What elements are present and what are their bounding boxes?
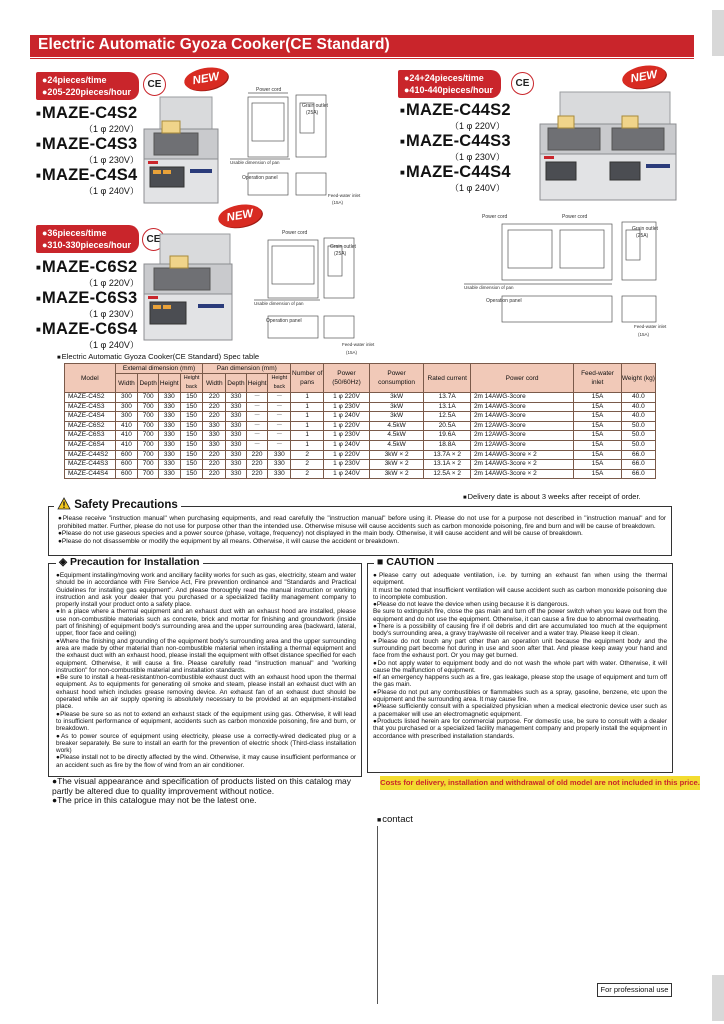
table-row	[65, 421, 656, 431]
table-cell: MAZE-C44S3	[65, 460, 116, 470]
table-cell: 12.5A	[424, 412, 470, 422]
table-cell: 13.7A	[424, 393, 470, 403]
table-cell: 600	[115, 460, 138, 470]
table-cell: 40.0	[621, 412, 655, 422]
table-cell: 220	[203, 469, 226, 479]
safety-item: ●Please receive "instruction manual" when purchasing equipments, and read carefully the "instruction manual" before using it. Please do not use for a purpose not described in "instruction manual" and for prohibited matter. Further, please do not use for purpose other than the intended use. Otherwise misuse will cause accidents such as carbon monoxide poisoning, fire and burn and will be cause of breakdown.	[58, 515, 666, 530]
cooker-photo	[138, 95, 224, 207]
installation-title: ◈ Precaution for Installation	[56, 556, 203, 568]
table-cell: 15A	[574, 460, 622, 470]
table-cell: 4.5kW	[369, 440, 424, 450]
table-cell: 330	[226, 402, 247, 412]
table-cell: 1 φ 240V	[324, 440, 369, 450]
drawing-label: Usable dimension of pan	[230, 160, 280, 165]
model-voltage: （1 φ 220V）	[84, 124, 139, 134]
table-cell: 1 φ 230V	[324, 460, 369, 470]
caution-item: ●There is a possibility of causing fire if oil debris and dirt are accumulated too much at the equipment body's surrounding area, a gravy tray/waste oil receiver and a water tray. Please keep it clean.	[373, 623, 667, 638]
drawing-label: Power cord	[282, 230, 308, 236]
table-cell: 1 φ 240V	[324, 412, 369, 422]
model-name: ■MAZE-C4S3	[36, 135, 138, 153]
table-cell: 1 φ 220V	[324, 421, 369, 431]
table-cell: 600	[115, 469, 138, 479]
table-cell: 300	[115, 402, 138, 412]
table-cell: 15A	[574, 402, 622, 412]
table-cell: 2m 12AWG-3core	[470, 440, 573, 450]
table-cell: MAZE-C4S4	[65, 412, 116, 422]
warning-icon	[57, 497, 71, 510]
table-cell: 220	[246, 469, 268, 479]
table-cell: MAZE-C6S2	[65, 421, 116, 431]
ce-mark: CE	[142, 228, 165, 251]
table-cell: 40.0	[621, 393, 655, 403]
table-cell: MAZE-C6S4	[65, 440, 116, 450]
table-cell: 66.0	[621, 460, 655, 470]
installation-item: ●As to power source of equipment using electricity, please use a correctly-wired dedicated plug or a breaker separately. Be sure to install an earth for the prevention of electric shock (Third-class installation work)	[56, 732, 356, 755]
table-cell: 330	[268, 450, 291, 460]
table-cell: 150	[180, 450, 203, 460]
table-cell: －	[268, 421, 291, 431]
table-cell: 15A	[574, 421, 622, 431]
table-cell: 2	[291, 450, 324, 460]
table-cell: 300	[115, 393, 138, 403]
table-cell: 15A	[574, 440, 622, 450]
installation-item: ●Please be sure so as not to extend an exhaust stack of the equipment using gas. Otherwise, it will lead to insufficient performance of equipment, accidents such as carbon monoxide poisoning, fire and burn, or breakdown.	[56, 710, 356, 733]
table-cell: －	[246, 412, 268, 422]
installation-item: ●Equipment installing/moving work and ancillary facility works for such as gas, electricity, steam and water should be in accordance with Fire Service Act, Fire prevention ordinance and "Standards and Practical Guidelines for installing gas equipment". And please thoroughly read the manual instruction or working instruction and ask your dealer that you purchased or a specialized facility management company to properly install your product onto a safety place.	[56, 572, 356, 609]
table-row	[65, 469, 656, 479]
sub-header: Height	[158, 374, 180, 393]
catalog-note: ●The price in this catalogue may not be the latest one.	[52, 795, 257, 806]
table-cell: 2m 14AWG-3core × 2	[470, 469, 573, 479]
safety-title: Safety Precautions	[54, 497, 181, 511]
table-cell: 150	[180, 393, 203, 403]
table-cell: 220	[246, 450, 268, 460]
table-cell: 66.0	[621, 469, 655, 479]
drawing-label: Operation panel	[266, 318, 302, 324]
table-cell: 50.0	[621, 431, 655, 441]
table-cell: 2m 12AWG-3core	[470, 421, 573, 431]
table-cell: 330	[158, 412, 180, 422]
ce-mark: CE	[511, 72, 534, 95]
capacity-badge: ●36pieces/time ●310-330pieces/hour	[36, 225, 139, 253]
table-cell: －	[268, 412, 291, 422]
table-cell: 15A	[574, 412, 622, 422]
safety-text	[58, 515, 666, 545]
table-cell: 19.6A	[424, 431, 470, 441]
table-cell: 330	[226, 460, 247, 470]
table-cell: 1 φ 220V	[324, 393, 369, 403]
drawing-label: (25A)	[334, 251, 347, 257]
new-badge: NEW	[620, 62, 667, 91]
drawing-label: Power cord	[482, 214, 508, 220]
drawing-label: Feed-water inlet	[342, 342, 375, 347]
safety-item: ●Please do not disassemble or modify the equipment by all means. Otherwise, it will cause the accident or breakdown.	[58, 537, 400, 545]
table-cell: 1	[291, 421, 324, 431]
table-cell: 12.5A × 2	[424, 469, 470, 479]
table-cell: 700	[138, 469, 159, 479]
table-cell: MAZE-C44S2	[65, 450, 116, 460]
sub-header: Height back	[180, 374, 203, 393]
table-cell: 150	[180, 402, 203, 412]
model-name: ■MAZE-C6S4	[36, 320, 138, 338]
table-cell: 700	[138, 440, 159, 450]
table-cell: 3kW × 2	[369, 450, 424, 460]
contact-divider	[377, 826, 378, 1004]
table-cell: －	[246, 431, 268, 441]
table-cell: 410	[115, 440, 138, 450]
table-cell: 150	[180, 421, 203, 431]
col-header: Power (50/60Hz)	[324, 364, 369, 393]
caution-item: ●If an emergency happens such as a fire, gas leakage, please stop the usage of equipment and turn off the gas main.	[373, 674, 667, 689]
installation-item: ●Please install not to be directly affected by the wind. Otherwise, it may cause insufficient performance or an accident such as fire by the flow of wind from an air conditioner.	[56, 754, 356, 769]
table-cell: 700	[138, 460, 159, 470]
table-cell: 15A	[574, 450, 622, 460]
table-cell: 220	[203, 450, 226, 460]
caution-item: It must be noted that insufficient ventilation will cause accident such as carbon monoxide poisoning due to incomplete combustion.	[373, 586, 667, 601]
spec-table-caption: ■Electric Automatic Gyoza Cooker(CE Standard) Spec table	[57, 352, 260, 361]
table-cell: －	[268, 402, 291, 412]
ce-mark: CE	[143, 73, 166, 96]
table-cell: 220	[203, 460, 226, 470]
installation-item: ●Where the finishing and grounding of the equipment body's surrounding area and the upper surrounding area are made by other material than non-combustible material when installing a thermal equipment and the exhaust duct with an exhaust hood, please install the equipment with offset distance specified for each equipment. Otherwise, it will cause a fire. Please carefully read "instruction manual" and "working instruction" for non-combustible material and installation standards.	[56, 637, 356, 674]
cooker-photo	[138, 232, 238, 344]
model-name: ■MAZE-C44S2	[400, 101, 511, 119]
table-cell: 410	[115, 421, 138, 431]
table-cell: 13.7A × 2	[424, 450, 470, 460]
table-cell: 600	[115, 450, 138, 460]
model-name: ■MAZE-C6S2	[36, 258, 138, 276]
caution-item: ●Please carry out adequate ventilation, i.e. by turning an exhaust fan when using the thermal equipment.	[373, 572, 667, 587]
caution-title: ■ CAUTION	[374, 556, 437, 568]
dimension-drawing	[228, 85, 361, 207]
table-cell: 50.0	[621, 421, 655, 431]
table-cell: 2m 14AWG-3core	[470, 393, 573, 403]
table-cell: 700	[138, 393, 159, 403]
table-cell: 300	[115, 412, 138, 422]
table-cell: 1	[291, 412, 324, 422]
model-name: ■MAZE-C4S4	[36, 166, 138, 184]
drawing-label: Operation panel	[486, 298, 522, 304]
table-cell: 1	[291, 402, 324, 412]
table-cell: 3kW	[369, 412, 424, 422]
model-voltage: （1 φ 240V）	[450, 183, 505, 193]
professional-use-label: For professional use	[597, 983, 672, 997]
sub-header: Height	[246, 374, 268, 393]
table-cell: 330	[226, 412, 247, 422]
col-header: Number of pans	[291, 364, 324, 393]
table-row	[65, 440, 656, 450]
side-tab	[712, 975, 724, 1021]
table-cell: 1 φ 230V	[324, 402, 369, 412]
table-cell: 2	[291, 469, 324, 479]
drawing-label: (25A)	[306, 110, 319, 116]
col-header: Power consumption	[369, 364, 424, 393]
table-cell: 330	[203, 421, 226, 431]
table-cell: 66.0	[621, 450, 655, 460]
spec-table	[64, 363, 656, 479]
table-cell: 150	[180, 440, 203, 450]
table-cell: －	[246, 421, 268, 431]
caution-item: ●Please do not put any combustibles or flammables such as a spray, gasoline, benzene, etc upon the equipment and the surrounding area. It may cause fire.	[373, 688, 667, 704]
table-cell: 2	[291, 460, 324, 470]
caution-item: ●Please do not touch any part other than an operation unit because the equipment body and the surrounding part become hot during in use and soon after that. And please keep away your hand and face from the exhaust port. Or you may get burned.	[373, 637, 667, 660]
table-cell: 330	[203, 440, 226, 450]
drawing-label: (15A)	[346, 350, 358, 355]
drawing-label: (15A)	[332, 200, 344, 205]
model-name: ■MAZE-C44S3	[400, 132, 511, 150]
model-voltage: （1 φ 220V）	[450, 121, 505, 131]
table-cell: 2m 12AWG-3core	[470, 431, 573, 441]
table-cell: 700	[138, 431, 159, 441]
model-voltage: （1 φ 230V）	[450, 152, 505, 162]
table-cell: 50.0	[621, 440, 655, 450]
drawing-label: Operation panel	[242, 175, 278, 181]
table-cell: 330	[268, 460, 291, 470]
cooker-photo	[534, 90, 684, 206]
table-cell: 3kW	[369, 393, 424, 403]
table-cell: 3kW × 2	[369, 469, 424, 479]
table-cell: MAZE-C4S2	[65, 393, 116, 403]
table-cell: 1 φ 230V	[324, 431, 369, 441]
table-cell: 1	[291, 440, 324, 450]
safety-item: ●Please do not use gaseous species and a power source (phase, voltage, frequency) not displayed in the main body. Otherwise, it will cause accident and will be cause of breakdown.	[58, 530, 583, 538]
dimension-drawing	[462, 210, 690, 342]
table-cell: 40.0	[621, 402, 655, 412]
table-row	[65, 460, 656, 470]
table-cell: 700	[138, 402, 159, 412]
drawing-label: Grain outlet	[330, 244, 356, 250]
table-cell: 330	[226, 440, 247, 450]
dimension-drawing	[252, 228, 376, 360]
caution-item: ●Products listed herein are for commercial purpose. For domestic use, be sure to consult with a dealer that you purchased or a specialized facility management company and properly install the equipment in accordance with prescribed installation standards.	[373, 717, 667, 740]
table-cell: 13.1A × 2	[424, 460, 470, 470]
table-cell: 700	[138, 421, 159, 431]
installation-item: ●Be sure to install a heat-resistant/non-combustible exhaust duct with an exhaust hood upon the thermal equipment. As to equipments for generating oil smoke and steam, please install an exhaust duct with an exhaust hood which includes grease removing device. An exhaust fan of an exhaust duct should be operated while an air supply opening is absolutely necessary to be provided at an equipment-installed place.	[56, 674, 356, 711]
table-cell: 18.8A	[424, 440, 470, 450]
table-cell: 1 φ 220V	[324, 450, 369, 460]
diamond-icon: ◈	[59, 556, 68, 568]
drawing-label: Feed-water inlet	[634, 324, 667, 329]
col-group-header: External dimension (mm)	[115, 364, 203, 374]
model-name: ■MAZE-C4S2	[36, 104, 138, 122]
table-cell: 3kW	[369, 402, 424, 412]
drawing-label: Power cord	[256, 87, 282, 93]
table-cell: 330	[158, 402, 180, 412]
table-cell: 330	[158, 393, 180, 403]
caution-icon: ■	[377, 556, 384, 568]
table-cell: 2m 14AWG-3core	[470, 402, 573, 412]
table-cell: 1	[291, 393, 324, 403]
model-name: ■MAZE-C44S4	[400, 163, 511, 181]
table-cell: 1	[291, 431, 324, 441]
sub-header: Depth	[138, 374, 159, 393]
new-badge: NEW	[216, 201, 263, 230]
table-cell: 220	[203, 393, 226, 403]
table-cell: 330	[203, 431, 226, 441]
drawing-label: Grain outlet	[302, 103, 328, 109]
table-cell: MAZE-C4S3	[65, 402, 116, 412]
sub-header: Width	[203, 374, 226, 393]
capacity-badge: ●24pieces/time ●205-220pieces/hour	[36, 72, 139, 100]
sub-header: Depth	[226, 374, 247, 393]
table-cell: 4.5kW	[369, 431, 424, 441]
table-cell: 150	[180, 469, 203, 479]
table-cell: 220	[203, 402, 226, 412]
table-cell: 2m 14AWG-3core	[470, 412, 573, 422]
caution-item: ●Please do not leave the device when using because it is dangerous.	[373, 601, 570, 609]
table-cell: 2m 14AWG-3core × 2	[470, 450, 573, 460]
sub-header: Width	[115, 374, 138, 393]
table-cell: 330	[158, 431, 180, 441]
table-cell: 20.5A	[424, 421, 470, 431]
table-cell: 220	[246, 460, 268, 470]
drawing-label: (15A)	[638, 332, 650, 337]
table-cell: 15A	[574, 469, 622, 479]
table-cell: －	[268, 440, 291, 450]
table-cell: MAZE-C6S3	[65, 431, 116, 441]
model-name: ■MAZE-C6S3	[36, 289, 138, 307]
table-cell: 330	[226, 450, 247, 460]
drawing-label: Power cord	[562, 214, 588, 220]
new-badge: NEW	[182, 64, 229, 93]
caution-item: ●Please sufficiently consult with a specialized physician when a medical electronic device user such as a pacemaker will use an electromagnetic equipment.	[373, 703, 667, 718]
catalog-notes	[52, 777, 352, 806]
table-cell: 15A	[574, 393, 622, 403]
table-cell: 3kW × 2	[369, 460, 424, 470]
table-cell: 330	[158, 440, 180, 450]
side-tab	[712, 10, 724, 56]
table-cell: 700	[138, 450, 159, 460]
installation-item: ●In a place where a thermal equipment and an exhaust duct with an exhaust hood are installed, please use non-combustible materials such as concrete, brick and mortar for finishing and groundwork (inside part of finishing) of equipment body's surrounding area and the upper surrounding area (backward, lateral, upper, floor face and ceiling)	[56, 608, 356, 638]
drawing-label: Usable dimension of pan	[464, 285, 514, 290]
table-cell: 330	[268, 469, 291, 479]
table-cell: 4.5kW	[369, 421, 424, 431]
col-header: Power cord	[470, 364, 573, 393]
caution-text	[373, 572, 667, 740]
col-header: Weight (kg)	[621, 364, 655, 393]
table-cell: －	[268, 431, 291, 441]
page-title: Electric Automatic Gyoza Cooker(CE Standard)	[38, 36, 390, 53]
table-cell: 330	[226, 421, 247, 431]
col-header: Model	[65, 364, 116, 393]
table-cell: 220	[203, 412, 226, 422]
table-row	[65, 412, 656, 422]
table-cell: －	[246, 402, 268, 412]
col-header: Rated current	[424, 364, 470, 393]
table-cell: 1 φ 240V	[324, 469, 369, 479]
table-cell: 150	[180, 412, 203, 422]
capacity-badge: ●24+24pieces/time ●410-440pieces/hour	[398, 70, 501, 98]
col-group-header: Pan dimension (mm)	[203, 364, 291, 374]
model-voltage: （1 φ 230V）	[84, 309, 139, 319]
table-row	[65, 393, 656, 403]
drawing-label: Grain outlet	[632, 226, 658, 232]
contact-label: ■contact	[377, 814, 413, 825]
table-cell: 330	[158, 469, 180, 479]
drawing-label: Usable dimension of pan	[254, 301, 304, 306]
costs-note: Costs for delivery, installation and withdrawal of old model are not included in this price.	[380, 776, 700, 790]
sub-header: Height back	[268, 374, 291, 393]
catalog-note: ●The visual appearance and specification of products listed on this catalog may partly be altered due to quality improvement without notice.	[52, 776, 352, 796]
table-row	[65, 431, 656, 441]
table-cell: 150	[180, 431, 203, 441]
table-cell: 330	[226, 393, 247, 403]
table-cell: 410	[115, 431, 138, 441]
table-cell: 150	[180, 460, 203, 470]
caution-item: Be sure to extinguish fire, close the gas main and turn off the power switch when you leave out from the equipment and do not use the equipment. Otherwise, it can cause a fire due to abnormal overheating.	[373, 608, 667, 623]
table-cell: 330	[226, 431, 247, 441]
drawing-label: Feed-water inlet	[328, 193, 361, 198]
table-cell: －	[268, 393, 291, 403]
model-voltage: （1 φ 220V）	[84, 278, 139, 288]
table-cell: －	[246, 440, 268, 450]
table-cell: 330	[158, 460, 180, 470]
model-voltage: （1 φ 230V）	[84, 155, 139, 165]
table-row	[65, 402, 656, 412]
drawing-label: (25A)	[636, 233, 649, 239]
table-cell: －	[246, 393, 268, 403]
model-voltage: （1 φ 240V）	[84, 340, 139, 350]
table-cell: 2m 14AWG-3core × 2	[470, 460, 573, 470]
delivery-note: ■Delivery date is about 3 weeks after receipt of order.	[463, 492, 641, 501]
table-cell: MAZE-C44S4	[65, 469, 116, 479]
caution-item: ●Do not apply water to equipment body and do not wash the whole part with water. Otherwise, it will cause the malfunction of equipment.	[373, 659, 667, 674]
page-title-bar	[30, 35, 694, 57]
table-row	[65, 450, 656, 460]
table-cell: 13.1A	[424, 402, 470, 412]
table-cell: 330	[226, 469, 247, 479]
installation-text	[56, 572, 356, 769]
col-header: Feed-water inlet	[574, 364, 622, 393]
table-cell: 330	[158, 450, 180, 460]
title-underline	[30, 58, 694, 59]
table-cell: 700	[138, 412, 159, 422]
table-cell: 330	[158, 421, 180, 431]
table-cell: 15A	[574, 431, 622, 441]
model-voltage: （1 φ 240V）	[84, 186, 139, 196]
